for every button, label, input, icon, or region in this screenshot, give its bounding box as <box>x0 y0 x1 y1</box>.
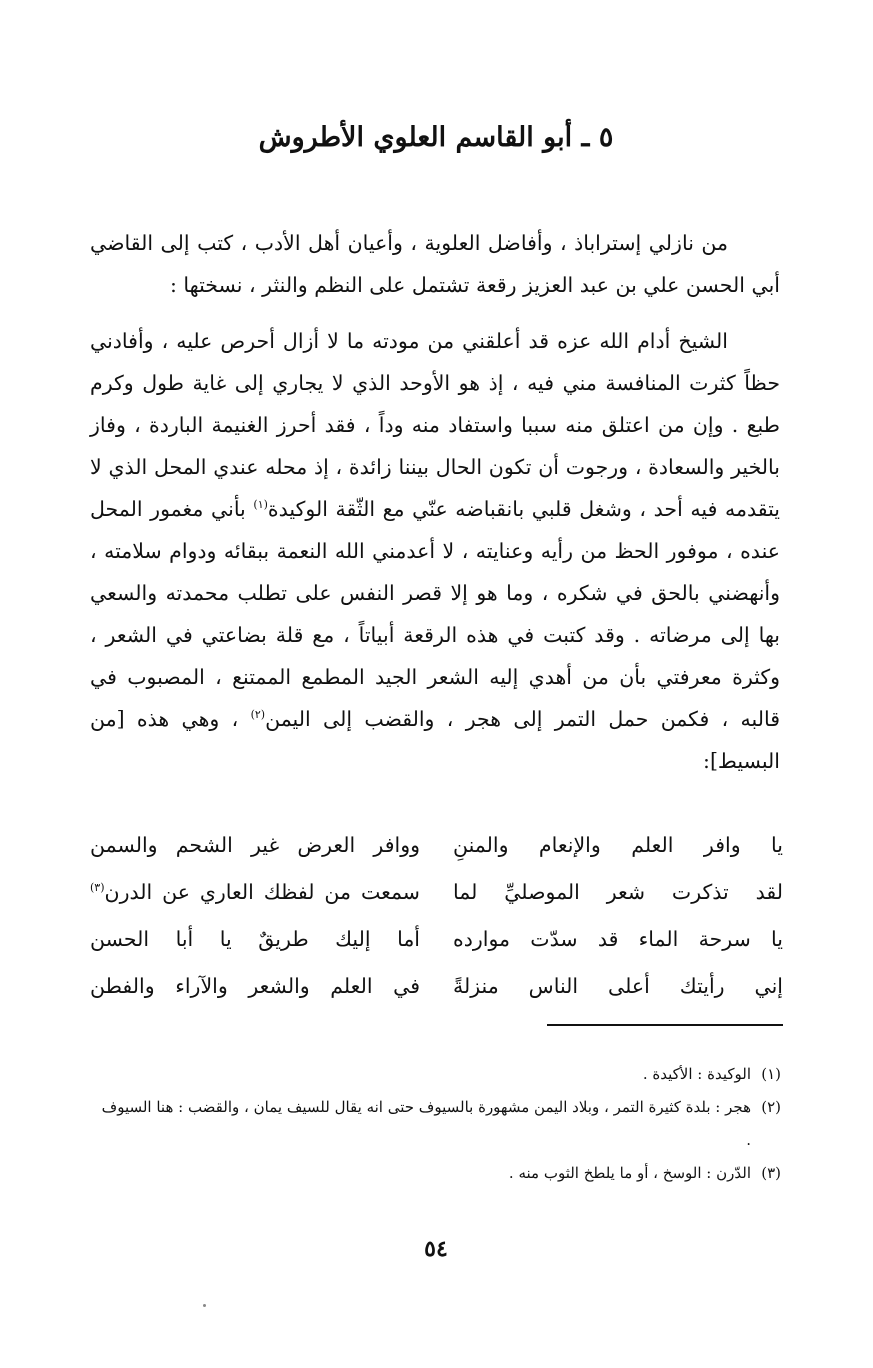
verse-first-hemistich: يا سرحة الماء قد سدّت موارده <box>453 927 783 951</box>
chapter-title: ٥ ـ أبو القاسم العلوي الأطروش <box>258 122 614 153</box>
footnote-text: الدّرن : الوسخ ، أو ما يلطخ الثوب منه . <box>508 1164 751 1182</box>
verse-row <box>90 916 783 963</box>
footnote-number: (١) <box>761 1065 781 1083</box>
verse-row <box>90 963 783 1010</box>
print-speck <box>203 1304 206 1307</box>
footnotes <box>96 1058 781 1190</box>
footnote-divider <box>547 1024 783 1026</box>
footnote-item <box>96 1058 781 1091</box>
page-number: ٥٤ <box>424 1236 448 1262</box>
verse-first-hemistich: يا وافر العلم والإنعام والمننِ <box>453 833 783 857</box>
footnote-number: (٣) <box>761 1164 781 1182</box>
footnote-item <box>96 1091 781 1157</box>
verse-second-hemistich: في العلم والشعر والآراء والفطن <box>90 974 420 998</box>
letter-paragraph <box>90 320 780 782</box>
verse-row <box>90 869 783 916</box>
verse-first-hemistich: لقد تذكرت شعر الموصليِّ لما <box>453 880 783 904</box>
verse-second-hemistich <box>90 869 420 916</box>
footnote-text: هجر : بلدة كثيرة التمر ، وبلاد اليمن مشهورة بالسيوف حتى انه يقال للسيف يمان ، والقضب : هنا السيوف . <box>101 1098 751 1149</box>
verse-second-hemistich-text: سمعت من لفظك العاري عن الدرن <box>104 880 420 904</box>
letter-text-part-2: بأني مغمور المحل عنده ، موفور الحظ من رأيه وعنايته ، لا أعدمني الله النعمة ببقائه ودوام سلامته ، وأنهضني بالحق في شكره ، وما هو إلا قصر النفس على تطلب محمدته والسعي بها إلى مرضاته . وقد كتبت في هذه الرقعة أبياتاً ، مع قلة بضاعتي في الشعر ، وكثرة معرفتي بأن من أهدي إليه الشعر الجيد المطمع الممتنع ، المصبوب في قالبه ، فكمن حمل التمر إلى هجر ، والقضب إلى اليمن <box>90 497 780 731</box>
footnote-ref-1: (١) <box>253 498 268 512</box>
letter-text-part-1: الشيخ أدام الله عزه قد أعلقني من مودته ما لا أزال أحرص عليه ، وأفادني حظاً كثرت المنافسة مني فيه ، إذ هو الأوحد الذي لا يجاري إلى غاية طول وكرم طبع . وإن من اعتلق منه سببا واستفاد منه وداً ، فقد أحرز الغنيمة الباردة ، وفاز بالخير والسعادة ، ورجوت أن تكون الحال بيننا زائدة ، إذ محله عندي المحل الذي لا يتقدمه فيه أحد ، وشغل قلبي بانقباضه عنّي مع الثّقة الوكيدة <box>90 329 781 521</box>
footnote-number: (٢) <box>761 1098 781 1116</box>
footnote-item <box>96 1157 781 1190</box>
letter-text-part-3: ، وهي هذه [من البسيط]: <box>90 707 780 773</box>
verse-second-hemistich: أما إليك طريقٌ يا أبا الحسن <box>90 927 420 951</box>
verse-first-hemistich: إني رأيتك أعلى الناس منزلةً <box>453 974 783 998</box>
footnote-ref-2: (٢) <box>250 708 266 722</box>
footnote-text: الوكيدة : الأكيدة . <box>642 1065 751 1083</box>
verse-second-hemistich: ووافر العرض غير الشحم والسمن <box>90 833 420 857</box>
intro-paragraph: من نازلي إستراباذ ، وأفاضل العلوية ، وأعيان أهل الأدب ، كتب إلى القاضي أبي الحسن علي بن عبد العزيز رقعة تشتمل على النظم والنثر ، نسختها : <box>90 231 780 297</box>
verse-row <box>90 822 783 869</box>
poem-verses <box>90 822 783 1010</box>
footnote-ref-3: (٣) <box>90 881 105 895</box>
